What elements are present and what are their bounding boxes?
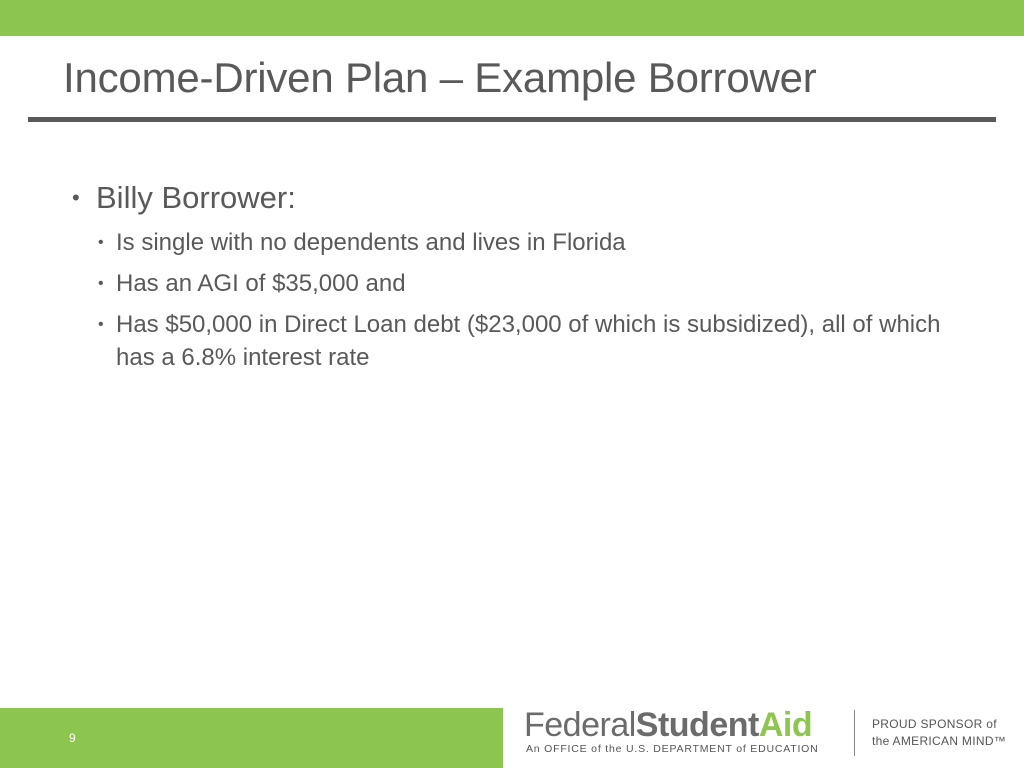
bullet-sub-3-text: Has $50,000 in Direct Loan debt ($23,000 of which is subsidized), all of which has a 6.8% interest rate: [116, 311, 941, 371]
logo-divider: [854, 710, 855, 756]
bullet-marker: •: [98, 275, 104, 292]
sponsor-line-2: the AMERICAN MIND™: [872, 734, 1007, 748]
bullet-sub-2-text: Has an AGI of $35,000 and: [116, 270, 406, 297]
logo-student: Student: [635, 706, 759, 744]
page-number: 9: [69, 731, 76, 745]
slide-title: Income-Driven Plan – Example Borrower: [63, 54, 817, 101]
logo-federal: Federal: [524, 706, 636, 744]
federal-student-aid-logo: [524, 706, 1014, 762]
bullet-marker: •: [72, 185, 80, 210]
bullet-main: [72, 178, 296, 218]
sponsor-line-1: PROUD SPONSOR of: [872, 717, 997, 731]
logo-tagline: An OFFICE of the U.S. DEPARTMENT of EDUCATION: [526, 743, 819, 755]
bullet-sub-1-text: Is single with no dependents and lives in Florida: [116, 229, 626, 256]
bullet-main-text: Billy Borrower:: [96, 180, 296, 215]
bullet-sub-3: [98, 308, 956, 374]
bullet-sub-1: [98, 226, 976, 259]
logo-wordmark: [524, 706, 812, 744]
title-underline: [28, 117, 996, 122]
top-accent-bar: [0, 0, 1024, 36]
sponsor-text: [872, 716, 1006, 750]
bullet-marker: •: [98, 316, 104, 333]
logo-aid: Aid: [758, 706, 813, 744]
bullet-marker: •: [98, 234, 104, 251]
bullet-sub-2: [98, 267, 976, 300]
